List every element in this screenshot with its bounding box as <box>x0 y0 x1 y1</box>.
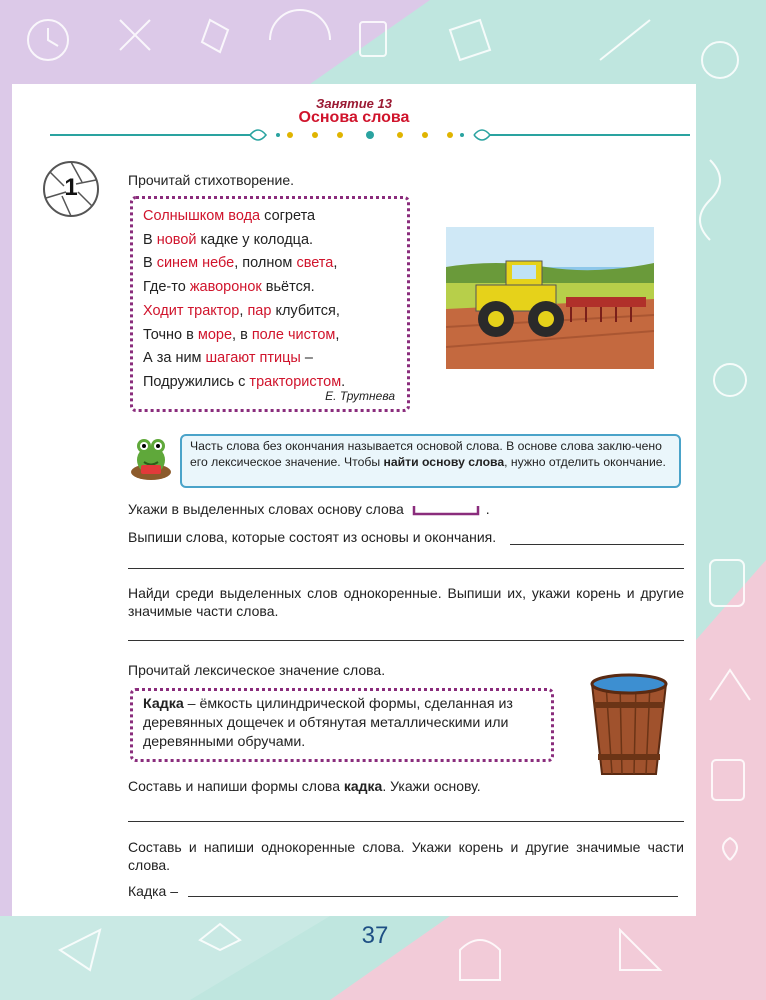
tub-illustration <box>586 672 672 780</box>
highlighted-word: Ходит трактор <box>143 302 240 319</box>
task-forms-bold: кадка <box>343 778 383 794</box>
poem-text: Где-то <box>143 279 190 296</box>
answer-line[interactable] <box>128 568 684 569</box>
poem-text: согрета <box>260 208 316 224</box>
definition-text: – ёмкость цилиндрической формы, сделанная из деревянных дощечек и обтянутая металлическими или деревянными обручами. <box>143 696 513 750</box>
definition-term: Кадка <box>143 696 184 712</box>
poem-text: Подружились с <box>143 373 250 390</box>
highlighted-word: поле чистом <box>251 326 336 343</box>
kadka-prefix: Кадка – <box>128 883 179 899</box>
poem-text: В <box>143 255 157 272</box>
tractor-illustration <box>446 227 654 369</box>
answer-line[interactable] <box>188 896 678 897</box>
poem-text: – <box>300 350 313 367</box>
task-forms-after: . Укажи основу. <box>382 778 481 794</box>
poem-text: кадке у колодца. <box>196 231 314 248</box>
poem-line <box>133 205 407 229</box>
task-number-badge <box>42 160 100 218</box>
task-mark-stem <box>128 500 490 518</box>
answer-line[interactable] <box>128 640 684 641</box>
poem-line <box>133 276 407 300</box>
poem-line <box>133 300 407 324</box>
highlighted-word: света <box>296 255 334 272</box>
highlighted-word: пар <box>247 302 272 319</box>
rule-text-before: Часть слова без окончания называется основой слова. В основе слова заклю-чено его лексическое значение. Чтобы <box>190 439 662 469</box>
poem-text: Точно в <box>143 326 198 343</box>
stem-mark-icon <box>412 504 482 516</box>
page-number: 37 <box>361 922 389 949</box>
highlighted-word: шагают птицы <box>205 350 301 367</box>
poem-text: , <box>239 302 248 319</box>
rule-text-after: , нужно отделить окончание. <box>504 455 666 469</box>
poem-text: А за ним <box>143 350 206 367</box>
poem-text: , полном <box>234 255 297 272</box>
definition-box <box>130 688 554 762</box>
lesson-topic: Основа слова <box>298 109 410 126</box>
poem-line <box>133 347 407 371</box>
poem-line <box>133 324 407 348</box>
task-mark-stem-end: . <box>485 501 490 517</box>
poem-box <box>130 196 410 412</box>
rule-box <box>180 434 681 488</box>
highlighted-word: трактористом <box>249 373 342 390</box>
highlighted-word: синем небе <box>156 255 235 272</box>
highlighted-word: новой <box>156 231 197 248</box>
instruction-read-meaning: Прочитай лексическое значение слова. <box>128 662 386 678</box>
header-ornament <box>50 124 690 146</box>
task-cognates-write: Составь и напиши однокоренные слова. Укажи корень и другие значимые части слова. <box>128 839 684 873</box>
poem-text: В <box>143 231 157 248</box>
answer-line[interactable] <box>510 544 684 545</box>
highlighted-word: Солнышком вода <box>143 208 261 224</box>
poem-text: клубится, <box>271 302 340 319</box>
frog-mascot-icon <box>128 432 174 484</box>
task-write-words: Выпиши слова, которые состоят из основы и окончания. <box>128 529 497 545</box>
poem-lines <box>133 199 407 395</box>
poem-text: , в <box>232 326 252 343</box>
poem-text: . <box>341 373 346 390</box>
task-forms <box>128 777 481 795</box>
poem-text: вьётся. <box>261 279 315 296</box>
answer-line[interactable] <box>128 821 684 822</box>
highlighted-word: жаворонок <box>189 279 262 296</box>
lesson-number: Занятие 13 <box>316 96 392 111</box>
task-find-cognates: Найди среди выделенных слов однокоренные. Выпиши их, укажи корень и другие значимые части слова. <box>128 585 684 619</box>
poem-line <box>133 252 407 276</box>
task-number: 1 <box>64 174 78 201</box>
task-mark-stem-text: Укажи в выделенных словах основу слова <box>128 501 404 517</box>
highlighted-word: море <box>197 326 233 343</box>
poem-line <box>133 229 407 253</box>
poem-text: , <box>333 255 338 272</box>
poem-author: Е. Трутнева <box>325 389 395 403</box>
task-forms-before: Составь и напиши формы слова <box>128 778 344 794</box>
rule-bold: найти основу слова <box>383 455 505 469</box>
poem-text: , <box>335 326 340 343</box>
instruction-read-poem: Прочитай стихотворение. <box>128 172 295 188</box>
